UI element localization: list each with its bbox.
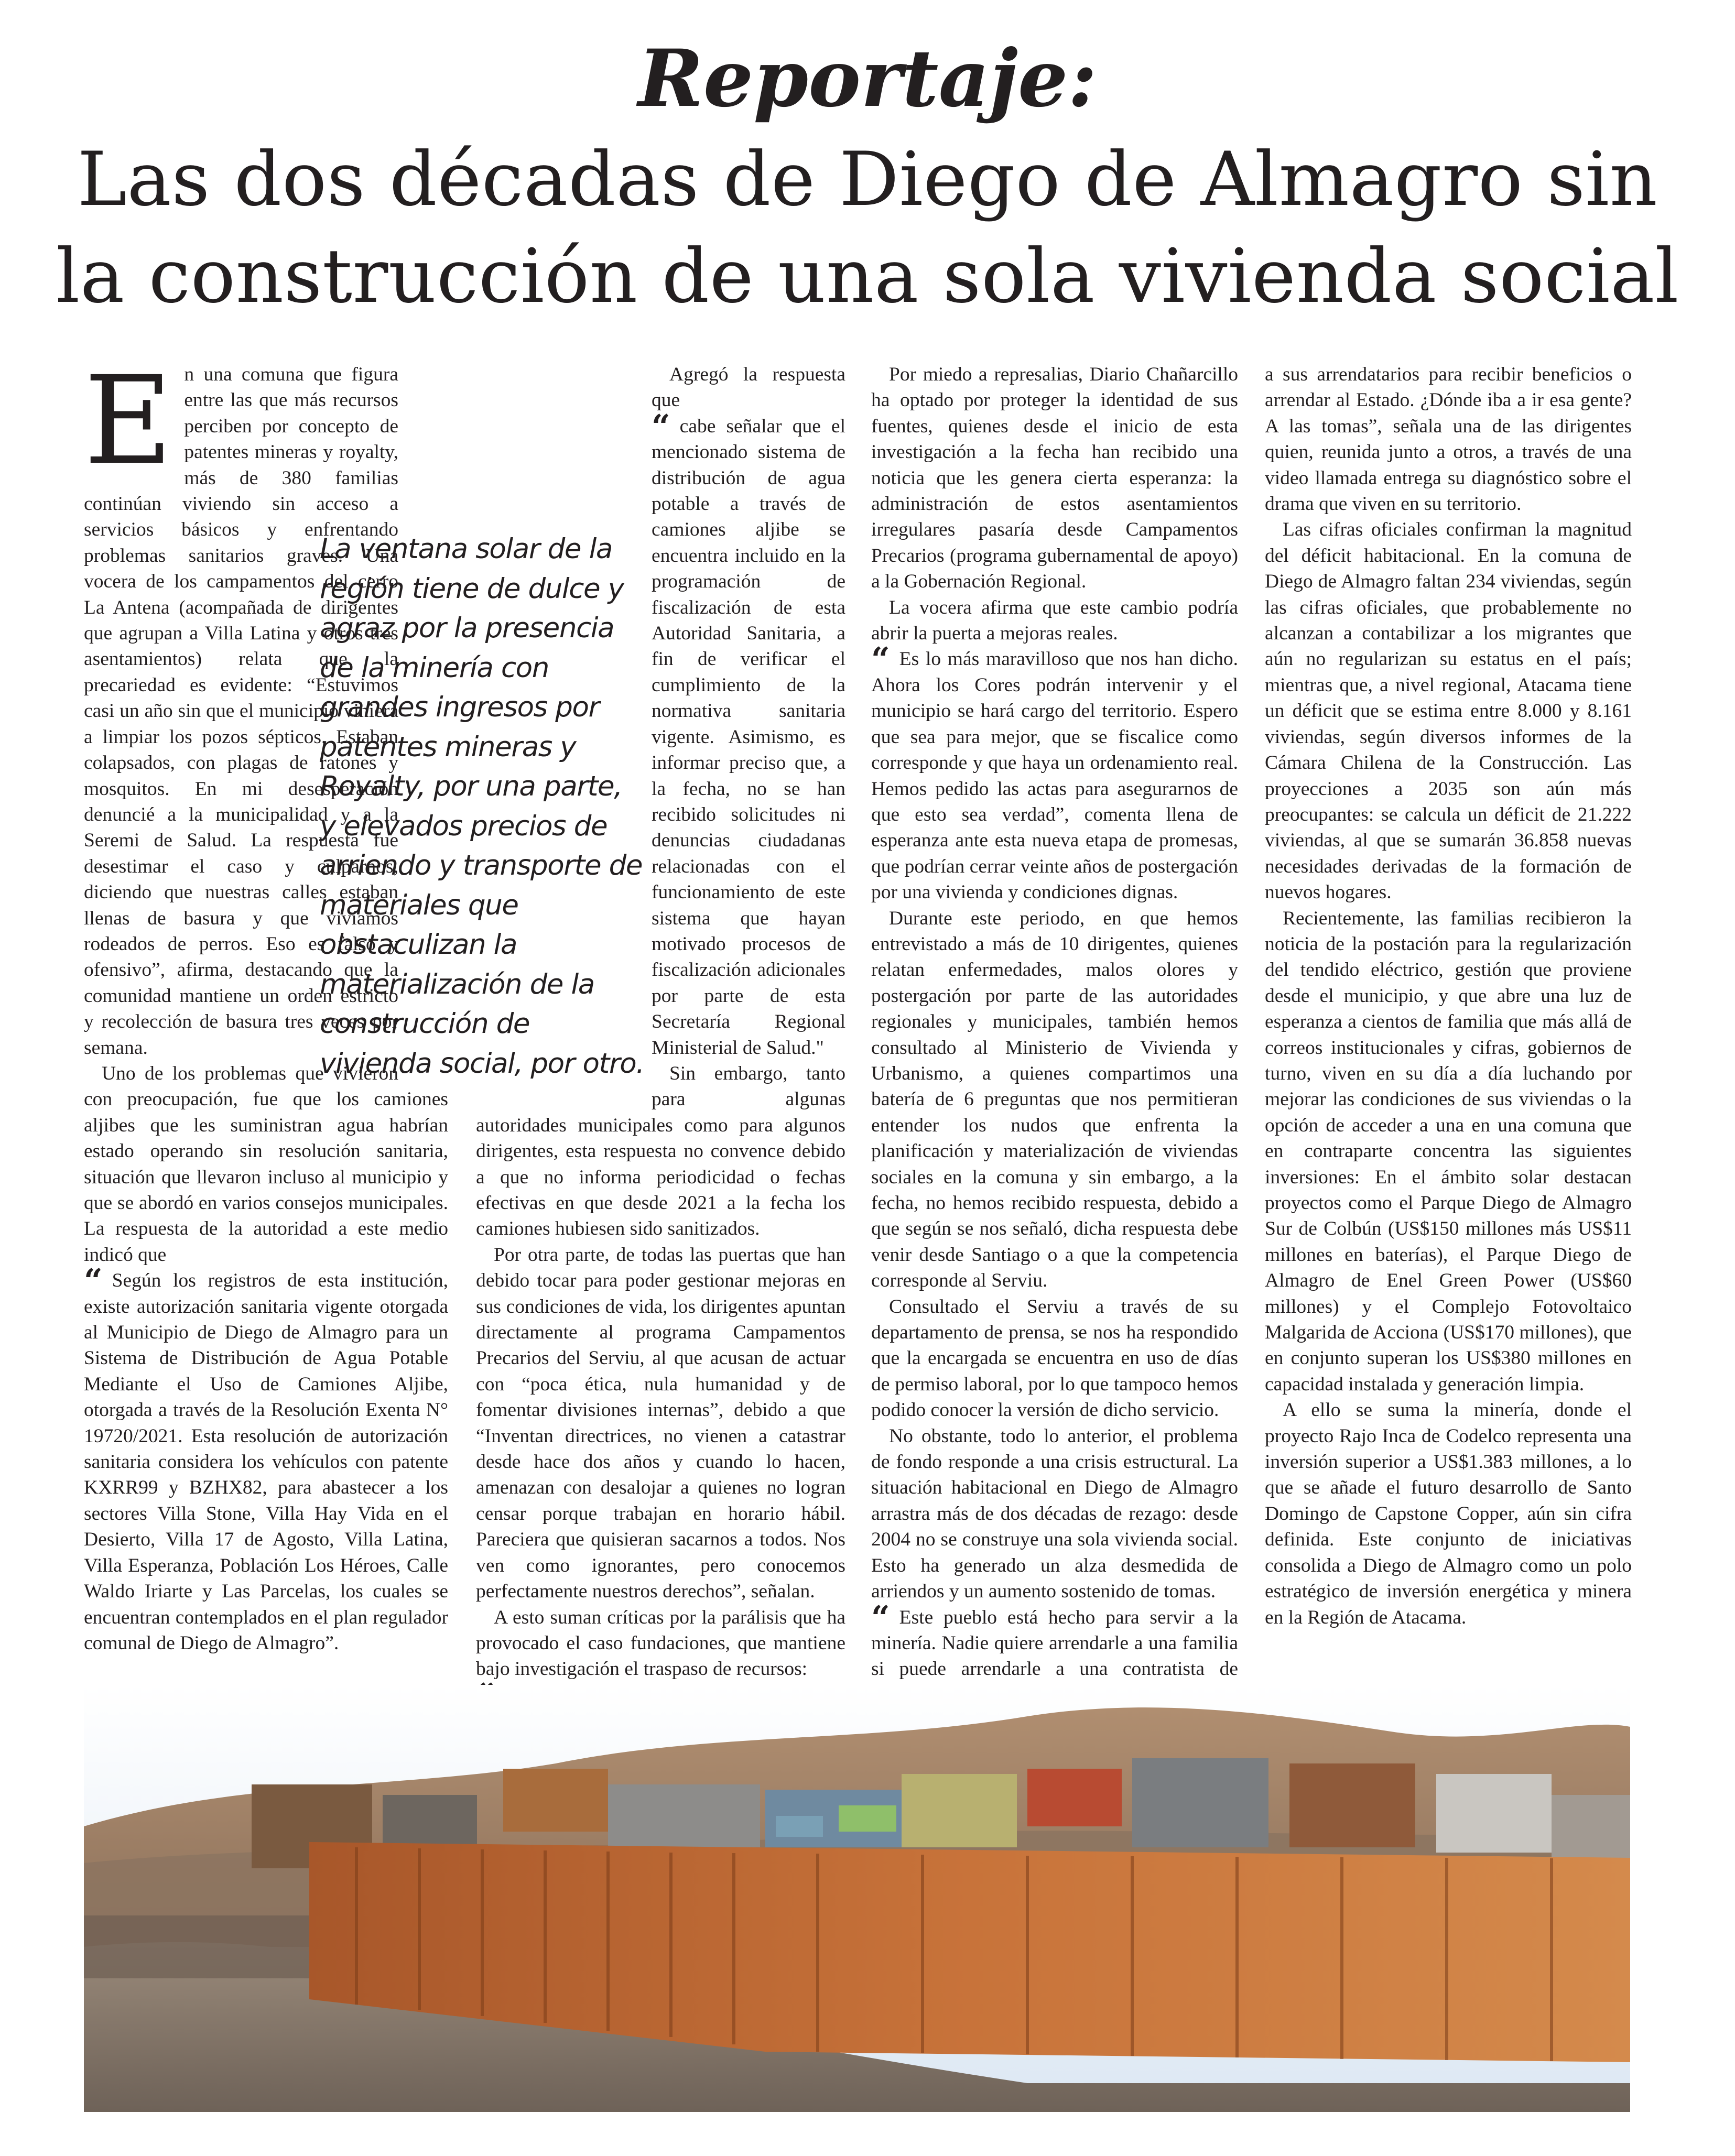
paragraph: Consultado el Serviu a través de su departamento de prensa, se nos ha respondido que la encargada se encuentra en uso de días de permiso laboral, por lo que tampoco hemos podido conocer la versión de dicho servicio. xyxy=(871,1295,1238,1421)
paragraph: La vocera afirma que este cambio podría abrir la puerta a mejoras reales. xyxy=(871,596,1238,645)
quote-text: cabe señalar que el mencionado sistema de distribución de agua potable a través de camiones aljibe se encuentra incluido en la programación de fiscalización de esta Autoridad Sanitaria, a fin de verificar el cumplimiento de la normativa sanitaria vigente. Asimismo, es informar preciso que, a la fecha, no se han recibido solicitudes ni denuncias ciudadanas relacionadas con el funcionamiento de este sistema que hayan motivado procesos de fiscalización adicionales por parte de esta Secretaría Regional Ministerial de Salud." xyxy=(652,415,845,1059)
settlement-photo-illustration xyxy=(84,1685,1630,2112)
quote-paragraph xyxy=(871,640,1238,905)
paragraph: a sus arrendatarios para recibir beneficios o arrendar al Estado. ¿Dónde iba a ir esa gente? A las tomas”, señala una de las dirigentes quien, reunida junto a otros, a través de una video llamada entrega su diagnóstico sobre el drama que viven en su territorio. xyxy=(1265,364,1632,515)
article-column-3 xyxy=(871,362,1238,1680)
paragraph: A esto suman críticas por la parálisis que ha provocado el caso fundaciones, que mantiene bajo investigación el traspaso de recursos: xyxy=(476,1606,845,1680)
paragraph: Durante este periodo, en que hemos entrevistado a más de 10 dirigentes, quienes relatan enfermedades, malos olores y postergación por parte de las autoridades regionales y municipales, también hemos consultado al Ministerio de Vivienda y Urbanismo, a quienes compartimos una batería de 6 preguntas que nos permitieran entender los nudos que enfrenta la planificación y materialización de viviendas sociales en la comuna y sin embargo, a la fecha, no hemos recibido respuesta, debido a que según se nos señaló, dicha respuesta debe venir desde Santiago o a que la competencia corresponde al Serviu. xyxy=(871,907,1238,1292)
paragraph: No obstante, todo lo anterior, el problema de fondo responde a una crisis estructural. La situación habitacional en Diego de Almagro arrastra más de dos décadas de rezago: desde 2004 no se construye una sola vivienda social. Esto ha generado un alza desmedida de arriendos y un aumento sostenido de tomas. xyxy=(871,1425,1238,1603)
quote-text: Es lo más maravilloso que nos han dicho. Ahora los Cores podrán intervenir y el municipio se hará cargo del territorio. Espero que sea para mejor, que se fiscalice como corresponde y que haya un ordenamiento real. Hemos pedido las actas para asegurarnos de que esto sea verdad”, comenta llena de esperanza ante esta nueva etapa de promesas, que podrían cerrar veinte años de postergación por una vivienda y condiciones dignas. xyxy=(871,648,1238,903)
paragraph: Por miedo a represalias, Diario Chañarcillo ha optado por proteger la identidad de sus fuentes, quienes desde el inicio de esta investigación a la fecha han recibido una noticia que les genera cierta esperanza: la administración de estos asentamientos irregulares pasaría desde Campamentos Precarios (programa gubernamental de apoyo) a la Gobernación Regional. xyxy=(871,364,1238,593)
paragraph: Recientemente, las familias recibieron la noticia de la postación para la regularización del tendido eléctrico, gestión que proviene desde el municipio, y que abre una luz de esperanza a cientos de familia que más allá de correos institucionales y cifras, gobiernos de turno, viven en su día a día luchando por mejorar las condiciones de sus viviendas o la opción de acceder a una en una comuna que en contraparte concentra las siguientes inversiones: En el ámbito solar destacan proyectos como el Parque Diego de Almagro Sur de Colbún (US$150 millones más US$11 millones en baterías), el Parque Diego de Almagro de Enel Green Power (US$60 millones) y el Complejo Fotovoltaico Malgarida de Acciona (US$170 millones), que en conjunto superan los US$380 millones en capacidad instalada y generación limpia. xyxy=(1265,907,1632,1395)
article-column-4 xyxy=(1265,362,1632,1628)
paragraph: Las cifras oficiales confirman la magnitud del déficit habitacional. En la comuna de Diego de Almagro faltan 234 viviendas, según las cifras oficiales, que probablemente no alcanzan a contabilizar a los migrantes que aún no regularizan su estatus en el país; mientras que, a nivel regional, Atacama tiene un déficit que se estima entre 8.000 y 8.161 viviendas, según diversos informes de la Cámara Chilena de la Construcción. Las proyecciones a 2035 son aún más preocupantes: se calcula un déficit de 21.222 viviendas, al que se sumarán 36.858 nuevas necesidades derivadas de la formación de nuevos hogares. xyxy=(1265,519,1632,903)
quote-paragraph xyxy=(84,1261,448,1656)
open-quote-icon: “ xyxy=(84,1261,103,1300)
open-quote-icon: “ xyxy=(652,407,670,445)
drop-cap: E xyxy=(84,350,173,492)
quote-text: Este pueblo está hecho para servir a la minería. Nadie quiere arrendarle a una familia si puede arrendarle a una contratista de xyxy=(871,1606,1238,1680)
open-quote-icon: “ xyxy=(871,1598,890,1637)
paragraph: Por otra parte, de todas las puertas que han debido tocar para poder gestionar mejoras en sus condiciones de vida, los dirigentes apuntan directamente al programa Campamentos Precarios del Serviu, al que acusan de actuar con “poca ética, nula humanidad y de fomentar divisiones internas”, debido a que “Inventan directrices, no vienen a catastrar desde hace dos años y cuando lo hacen, amenazan con desalojar a quienes no logran censar porque trabajan en horario hábil. Pareciera que quisieran sacarnos a todos. Nos ven como ignorantes, pero conocemos perfectamente nuestros derechos”, señalan. xyxy=(476,1244,845,1603)
quote-text: Según los registros de esta institución, existe autorización sanitaria vigente otorgada al Municipio de Diego de Almagro para un Sistema de Distribución de Agua Potable Mediante el Uso de Camiones Aljibe, otorgada a través de la Resolución Exenta N° 19720/2021. Esta resolución de autorización sanitaria considera los vehículos con patente KXRR99 y BZHX82, para abastecer a los sectores Villa Stone, Villa Hay Vida en el Desierto, Villa 17 de Agosto, Villa Latina, Villa Esperanza, Población Los Héroes, Calle Waldo Iriarte y Las Parcelas, los cuales se encuentran contemplados en el plan regulador comunal de Diego de Almagro”. xyxy=(84,1270,448,1654)
settlement-photo xyxy=(84,1685,1630,2112)
open-quote-icon: “ xyxy=(871,640,890,679)
paragraph: A ello se suma la minería, donde el proyecto Rajo Inca de Codelco representa una inversión superior a US$1.383 millones, a lo que se añade el futuro desarrollo de Santo Domingo de Capstone Copper, aún sin cifra definida. Este conjunto de iniciativas consolida a Diego de Almagro como un polo estratégico de inversión energética y minera en la Región de Atacama. xyxy=(1265,1399,1632,1628)
pull-quote: La ventana solar de la región tiene de dulce y agraz por la presencia de la minería con grandes ingresos por patentes mineras y Royalty, por una parte, y elevados precios de arriendo y transporte de materiales que obstaculizan la materialización de la construcción de vivienda social, por otro. xyxy=(320,533,644,1080)
debris xyxy=(84,1915,309,1978)
article-headline: Las dos décadas de Diego de Almagro sin la construcción de una sola vivienda social xyxy=(56,136,1679,320)
paragraph: Uno de los problemas que vivieron con preocupación, fue que los camiones aljibes que les suministran agua habrían estado operando sin resolución sanitaria, situación que llevaron incluso al municipio y que se abordó en varios consejos municipales. La respuesta de la autoridad a este medio indicó que xyxy=(84,1062,448,1266)
paragraph: n una comuna que figura entre las que más recursos perciben por concepto de patentes mineras y royalty, más de 380 familias continúan viviendo sin acceso a servicios básicos y enfrentando problemas sanitarios graves. Una vocera de los campamentos del cerro La Antena (acompañada de dirigentes que agrupan a Villa Latina y otros tres asentamientos) relata que la precariedad es evidente: “Estuvimos casi un año sin que el municipio viniera a limpiar los pozos sépticos. Estaban colapsados, con plagas de ratones y mosquitos. En mi desesperación denuncié a la municipalidad y a la Seremi de Salud. La respuesta fue desestimar el caso y culparnos, diciendo que nuestras calles estaban llenas de basura y que vivíamos rodeados de perros. Eso es falso y ofensivo”, afirma, destacando que la comunidad mantiene un orden estricto y recolección de basura tres veces por semana. xyxy=(84,364,398,1059)
paragraph: Sin embargo, tanto para algunas autoridades municipales como para algunos dirigentes, esta respuesta no convence debido a que no informa periodicidad o fechas efectivas en que desde 2021 a la fecha los camiones hubiesen sido sanitizados. xyxy=(476,1062,845,1240)
section-kicker: Reportaje: xyxy=(638,32,1097,125)
paragraph: Agregó la respuesta que xyxy=(652,364,845,411)
